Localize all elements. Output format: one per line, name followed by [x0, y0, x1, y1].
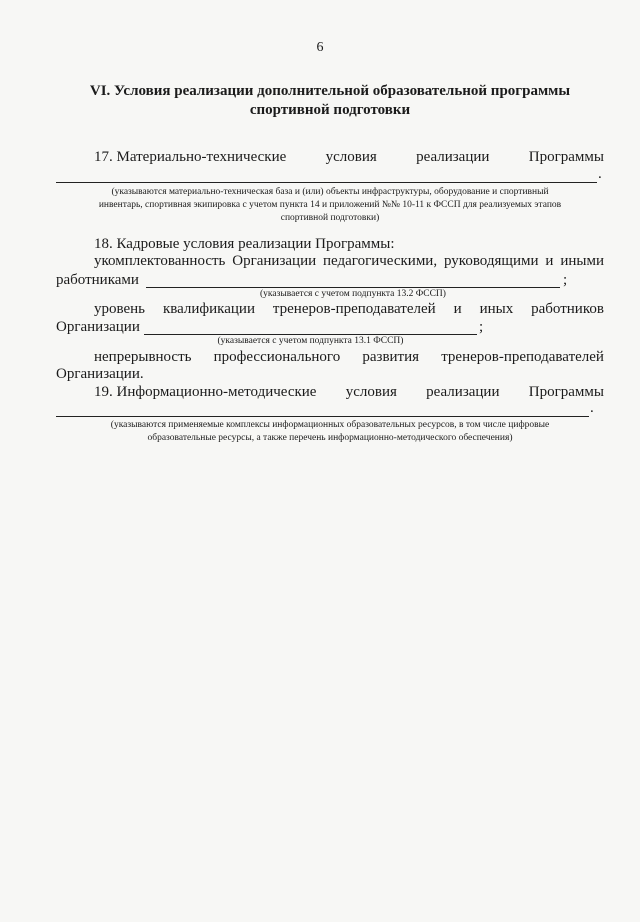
continuity-line	[94, 349, 604, 366]
item-17-word: Программы	[528, 149, 604, 165]
item-17-heading	[94, 149, 604, 166]
qualification-word: иных	[479, 301, 514, 317]
item-19-word: Программы	[528, 384, 604, 400]
section-title-line-1: VI. Условия реализации дополнительной образовательной программы	[89, 83, 571, 99]
staffing-note: (указывается с учетом подпункта 13.2 ФССП)	[260, 289, 446, 299]
item-17-note-line-2: инвентарь, спортивная экипировка с учетом пункта 14 и приложений №№ 10-11 к ФССП для реализуемых этапов	[98, 200, 562, 210]
qualification-word: тренеров-преподавателей	[272, 301, 436, 317]
staffing-word: и	[545, 253, 554, 269]
item-17-note-line-1: (указываются материально-техническая база и (или) объекты инфраструктуры, оборудование и спортивный	[111, 187, 549, 197]
item-17-note	[56, 186, 604, 225]
item-19-note	[56, 419, 604, 445]
continuity-word: тренеров-преподавателей	[441, 349, 604, 365]
item-17-word: 17. Материально-технические	[94, 149, 287, 165]
section-title	[60, 82, 600, 120]
qualification-line	[94, 301, 604, 318]
section-title-line-2: спортивной подготовки	[249, 102, 411, 118]
item-19-fill-line	[56, 416, 589, 417]
staffing-line-2-label: работниками	[56, 272, 139, 288]
item-19-word: 19. Информационно-методические	[94, 384, 317, 400]
qualification-end-punct: ;	[479, 319, 484, 335]
continuity-word: непрерывность	[94, 349, 192, 365]
qualification-line-2-label: Организации	[56, 319, 140, 335]
staffing-line	[94, 253, 604, 270]
qualification-word: уровень	[94, 301, 146, 317]
item-17-fill-line	[56, 182, 597, 183]
staffing-word: педагогическими,	[323, 253, 438, 269]
page-number: 6	[316, 40, 324, 55]
staffing-end-punct: ;	[563, 272, 568, 288]
qualification-word: работников	[531, 301, 604, 317]
staffing-word: иными	[560, 253, 604, 269]
item-19-end-punct: .	[590, 400, 594, 416]
item-19-word: реализации	[426, 384, 500, 400]
qualification-word: и	[453, 301, 462, 317]
item-17-note-line-3: спортивной подготовки)	[280, 213, 380, 223]
item-19-heading	[94, 384, 604, 401]
item-17-word: условия	[325, 149, 377, 165]
item-17-word: реализации	[416, 149, 490, 165]
qualification-word: квалификации	[162, 301, 255, 317]
staffing-word: Организации	[232, 253, 317, 269]
continuity-word: развития	[362, 349, 420, 365]
item-17-end-punct: .	[598, 166, 602, 182]
item-19-note-line-1: (указываются применяемые комплексы информационных образовательных ресурсов, в том числе цифровые	[110, 420, 550, 430]
staffing-word: укомплектованность	[94, 253, 226, 269]
continuity-line-2-label: Организации.	[56, 366, 144, 382]
staffing-word: руководящими	[443, 253, 539, 269]
item-19-note-line-2: образовательные ресурсы, а также перечень информационно-методического обеспечения)	[147, 433, 513, 443]
item-19-word: условия	[345, 384, 397, 400]
qualification-note: (указывается с учетом подпункта 13.1 ФССП)	[217, 336, 404, 346]
continuity-word: профессионального	[213, 349, 341, 365]
item-18-heading: 18. Кадровые условия реализации Программы:	[94, 236, 395, 252]
